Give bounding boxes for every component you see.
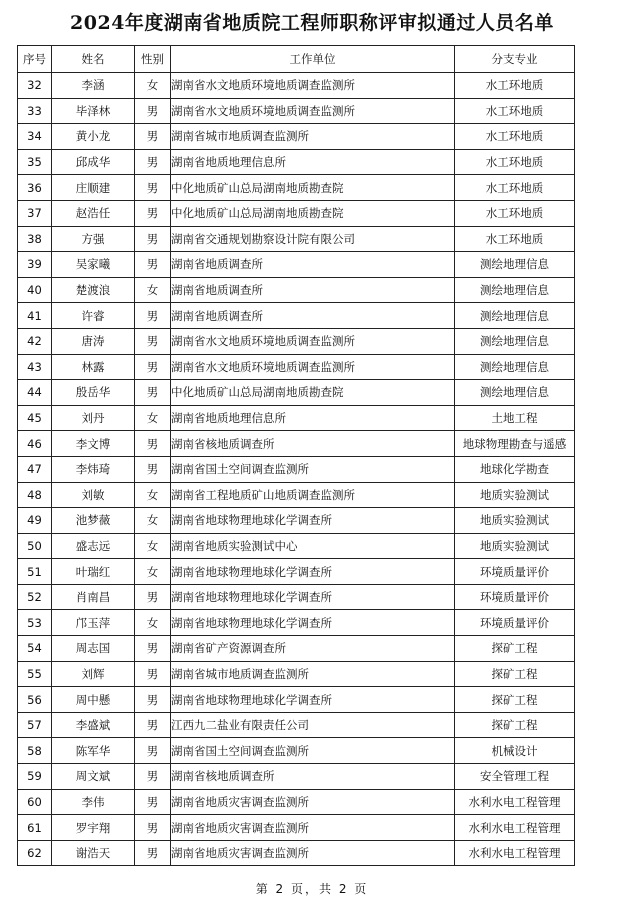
cell-gender: 女	[135, 73, 171, 99]
cell-work-unit: 湖南省地质调查所	[171, 303, 455, 329]
cell-specialty: 测绘地理信息	[455, 380, 575, 406]
cell-gender: 女	[135, 277, 171, 303]
cell-name: 池梦薇	[52, 508, 135, 534]
cell-name: 盛志远	[52, 533, 135, 559]
cell-gender: 男	[135, 303, 171, 329]
cell-name: 李涵	[52, 73, 135, 99]
cell-work-unit: 湖南省水文地质环境地质调查监测所	[171, 328, 455, 354]
table-row	[18, 738, 575, 764]
cell-specialty: 探矿工程	[455, 687, 575, 713]
cell-work-unit: 湖南省工程地质矿山地质调查监测所	[171, 482, 455, 508]
cell-gender: 女	[135, 482, 171, 508]
cell-gender: 男	[135, 200, 171, 226]
cell-specialty: 地球物理勘查与遥感	[455, 431, 575, 457]
column-header-gender: 性别	[135, 46, 171, 73]
cell-number: 39	[18, 252, 52, 278]
cell-specialty: 水工环地质	[455, 226, 575, 252]
cell-gender: 男	[135, 226, 171, 252]
cell-number: 33	[18, 98, 52, 124]
cell-name: 唐涛	[52, 328, 135, 354]
cell-work-unit: 湖南省地质调查所	[171, 277, 455, 303]
cell-work-unit: 湖南省国土空间调查监测所	[171, 456, 455, 482]
cell-specialty: 探矿工程	[455, 636, 575, 662]
table-row	[18, 687, 575, 713]
cell-name: 李盛斌	[52, 712, 135, 738]
cell-work-unit: 湖南省地质调查所	[171, 252, 455, 278]
cell-specialty: 测绘地理信息	[455, 303, 575, 329]
table-row	[18, 200, 575, 226]
table-row	[18, 559, 575, 585]
cell-specialty: 环境质量评价	[455, 559, 575, 585]
cell-specialty: 水利水电工程管理	[455, 840, 575, 866]
cell-gender: 男	[135, 661, 171, 687]
cell-work-unit: 中化地质矿山总局湖南地质勘查院	[171, 175, 455, 201]
cell-work-unit: 湖南省地质地理信息所	[171, 149, 455, 175]
page-footer: 第 2 页，共 2 页	[255, 882, 369, 896]
cell-number: 61	[18, 815, 52, 841]
cell-work-unit: 湖南省水文地质环境地质调查监测所	[171, 354, 455, 380]
column-header-work-unit: 工作单位	[171, 46, 455, 73]
cell-name: 陈军华	[52, 738, 135, 764]
table-row	[18, 764, 575, 790]
cell-number: 48	[18, 482, 52, 508]
cell-name: 吴家曦	[52, 252, 135, 278]
cell-work-unit: 江西九二盐业有限责任公司	[171, 712, 455, 738]
cell-name: 殷岳华	[52, 380, 135, 406]
table-row	[18, 252, 575, 278]
table-row	[18, 124, 575, 150]
cell-work-unit: 中化地质矿山总局湖南地质勘查院	[171, 200, 455, 226]
table-row	[18, 482, 575, 508]
cell-work-unit: 湖南省地质地理信息所	[171, 405, 455, 431]
cell-work-unit: 湖南省矿产资源调查所	[171, 636, 455, 662]
table-row	[18, 508, 575, 534]
table-row	[18, 405, 575, 431]
cell-number: 46	[18, 431, 52, 457]
cell-gender: 女	[135, 508, 171, 534]
table-row	[18, 456, 575, 482]
cell-name: 周中懸	[52, 687, 135, 713]
cell-work-unit: 湖南省地球物理地球化学调查所	[171, 584, 455, 610]
cell-number: 36	[18, 175, 52, 201]
column-header-specialty: 分支专业	[455, 46, 575, 73]
cell-specialty: 测绘地理信息	[455, 277, 575, 303]
cell-work-unit: 湖南省水文地质环境地质调查监测所	[171, 98, 455, 124]
cell-gender: 女	[135, 559, 171, 585]
cell-specialty: 水工环地质	[455, 175, 575, 201]
cell-specialty: 水利水电工程管理	[455, 815, 575, 841]
cell-work-unit: 湖南省国土空间调查监测所	[171, 738, 455, 764]
cell-work-unit: 湖南省城市地质调查监测所	[171, 124, 455, 150]
page-title: 2024年度湖南省地质院工程师职称评审拟通过人员名单	[70, 12, 554, 34]
cell-work-unit: 湖南省地质灾害调查监测所	[171, 789, 455, 815]
cell-gender: 男	[135, 149, 171, 175]
cell-number: 53	[18, 610, 52, 636]
cell-name: 邱成华	[52, 149, 135, 175]
cell-gender: 男	[135, 175, 171, 201]
cell-gender: 男	[135, 431, 171, 457]
header-row	[18, 46, 575, 73]
table-row	[18, 431, 575, 457]
cell-specialty: 水工环地质	[455, 73, 575, 99]
cell-number: 52	[18, 584, 52, 610]
cell-gender: 男	[135, 815, 171, 841]
table-row	[18, 789, 575, 815]
cell-number: 47	[18, 456, 52, 482]
cell-specialty: 地质实验测试	[455, 533, 575, 559]
table-header	[18, 46, 575, 73]
cell-gender: 女	[135, 405, 171, 431]
cell-number: 57	[18, 712, 52, 738]
cell-number: 42	[18, 328, 52, 354]
table-row	[18, 73, 575, 99]
cell-name: 庄顺建	[52, 175, 135, 201]
cell-specialty: 机械设计	[455, 738, 575, 764]
table-row	[18, 277, 575, 303]
cell-specialty: 环境质量评价	[455, 584, 575, 610]
table-row	[18, 98, 575, 124]
cell-name: 黄小龙	[52, 124, 135, 150]
cell-name: 周文斌	[52, 764, 135, 790]
table-row	[18, 303, 575, 329]
cell-number: 51	[18, 559, 52, 585]
table-row	[18, 149, 575, 175]
cell-number: 54	[18, 636, 52, 662]
cell-number: 43	[18, 354, 52, 380]
cell-name: 许睿	[52, 303, 135, 329]
table-row	[18, 584, 575, 610]
cell-specialty: 水工环地质	[455, 149, 575, 175]
cell-gender: 男	[135, 584, 171, 610]
cell-number: 35	[18, 149, 52, 175]
cell-work-unit: 湖南省交通规划勘察设计院有限公司	[171, 226, 455, 252]
cell-gender: 男	[135, 456, 171, 482]
cell-gender: 男	[135, 636, 171, 662]
cell-name: 刘敏	[52, 482, 135, 508]
table-body	[18, 73, 575, 866]
cell-gender: 男	[135, 354, 171, 380]
table-row	[18, 380, 575, 406]
cell-gender: 男	[135, 764, 171, 790]
column-header-number: 序号	[18, 46, 52, 73]
cell-name: 林露	[52, 354, 135, 380]
table-row	[18, 226, 575, 252]
cell-name: 谢浩天	[52, 840, 135, 866]
cell-name: 李文博	[52, 431, 135, 457]
cell-gender: 男	[135, 840, 171, 866]
cell-number: 62	[18, 840, 52, 866]
table-row	[18, 533, 575, 559]
cell-number: 56	[18, 687, 52, 713]
cell-specialty: 测绘地理信息	[455, 328, 575, 354]
cell-number: 38	[18, 226, 52, 252]
cell-number: 59	[18, 764, 52, 790]
cell-work-unit: 湖南省地球物理地球化学调查所	[171, 508, 455, 534]
cell-number: 45	[18, 405, 52, 431]
table-row	[18, 354, 575, 380]
cell-specialty: 水工环地质	[455, 200, 575, 226]
cell-name: 赵浩任	[52, 200, 135, 226]
column-header-name: 姓名	[52, 46, 135, 73]
cell-work-unit: 湖南省地质灾害调查监测所	[171, 815, 455, 841]
cell-work-unit: 中化地质矿山总局湖南地质勘查院	[171, 380, 455, 406]
cell-work-unit: 湖南省地质灾害调查监测所	[171, 840, 455, 866]
cell-gender: 男	[135, 712, 171, 738]
cell-work-unit: 湖南省地球物理地球化学调查所	[171, 610, 455, 636]
cell-number: 50	[18, 533, 52, 559]
cell-specialty: 测绘地理信息	[455, 354, 575, 380]
cell-name: 李伟	[52, 789, 135, 815]
cell-specialty: 地质实验测试	[455, 508, 575, 534]
cell-specialty: 水工环地质	[455, 124, 575, 150]
cell-specialty: 地质实验测试	[455, 482, 575, 508]
cell-name: 刘辉	[52, 661, 135, 687]
cell-name: 刘丹	[52, 405, 135, 431]
table-row	[18, 815, 575, 841]
table-row	[18, 610, 575, 636]
cell-number: 40	[18, 277, 52, 303]
cell-gender: 男	[135, 252, 171, 278]
cell-name: 罗宇翔	[52, 815, 135, 841]
table-row	[18, 175, 575, 201]
cell-number: 49	[18, 508, 52, 534]
cell-work-unit: 湖南省地球物理地球化学调查所	[171, 559, 455, 585]
cell-number: 37	[18, 200, 52, 226]
cell-name: 邝玉萍	[52, 610, 135, 636]
table-row	[18, 636, 575, 662]
cell-specialty: 安全管理工程	[455, 764, 575, 790]
cell-number: 58	[18, 738, 52, 764]
cell-gender: 男	[135, 789, 171, 815]
cell-gender: 男	[135, 687, 171, 713]
table-row	[18, 661, 575, 687]
cell-specialty: 水工环地质	[455, 98, 575, 124]
cell-specialty: 地球化学勘查	[455, 456, 575, 482]
cell-work-unit: 湖南省核地质调查所	[171, 764, 455, 790]
cell-number: 44	[18, 380, 52, 406]
cell-work-unit: 湖南省核地质调查所	[171, 431, 455, 457]
cell-number: 60	[18, 789, 52, 815]
table-row	[18, 840, 575, 866]
cell-gender: 女	[135, 610, 171, 636]
personnel-table	[17, 45, 575, 866]
cell-name: 方强	[52, 226, 135, 252]
cell-name: 周志国	[52, 636, 135, 662]
table-row	[18, 328, 575, 354]
cell-work-unit: 湖南省水文地质环境地质调查监测所	[171, 73, 455, 99]
cell-specialty: 水利水电工程管理	[455, 789, 575, 815]
cell-specialty: 探矿工程	[455, 712, 575, 738]
cell-specialty: 测绘地理信息	[455, 252, 575, 278]
cell-gender: 男	[135, 738, 171, 764]
cell-name: 叶瑞红	[52, 559, 135, 585]
cell-gender: 男	[135, 380, 171, 406]
cell-gender: 男	[135, 124, 171, 150]
cell-gender: 男	[135, 328, 171, 354]
cell-specialty: 土地工程	[455, 405, 575, 431]
cell-work-unit: 湖南省地质实验测试中心	[171, 533, 455, 559]
cell-number: 41	[18, 303, 52, 329]
cell-specialty: 探矿工程	[455, 661, 575, 687]
cell-work-unit: 湖南省城市地质调查监测所	[171, 661, 455, 687]
cell-number: 55	[18, 661, 52, 687]
cell-gender: 女	[135, 533, 171, 559]
cell-name: 楚渡浪	[52, 277, 135, 303]
cell-gender: 男	[135, 98, 171, 124]
cell-number: 34	[18, 124, 52, 150]
cell-name: 毕泽林	[52, 98, 135, 124]
cell-specialty: 环境质量评价	[455, 610, 575, 636]
cell-name: 肖南昌	[52, 584, 135, 610]
table-row	[18, 712, 575, 738]
cell-work-unit: 湖南省地球物理地球化学调查所	[171, 687, 455, 713]
cell-number: 32	[18, 73, 52, 99]
cell-name: 李炜琦	[52, 456, 135, 482]
